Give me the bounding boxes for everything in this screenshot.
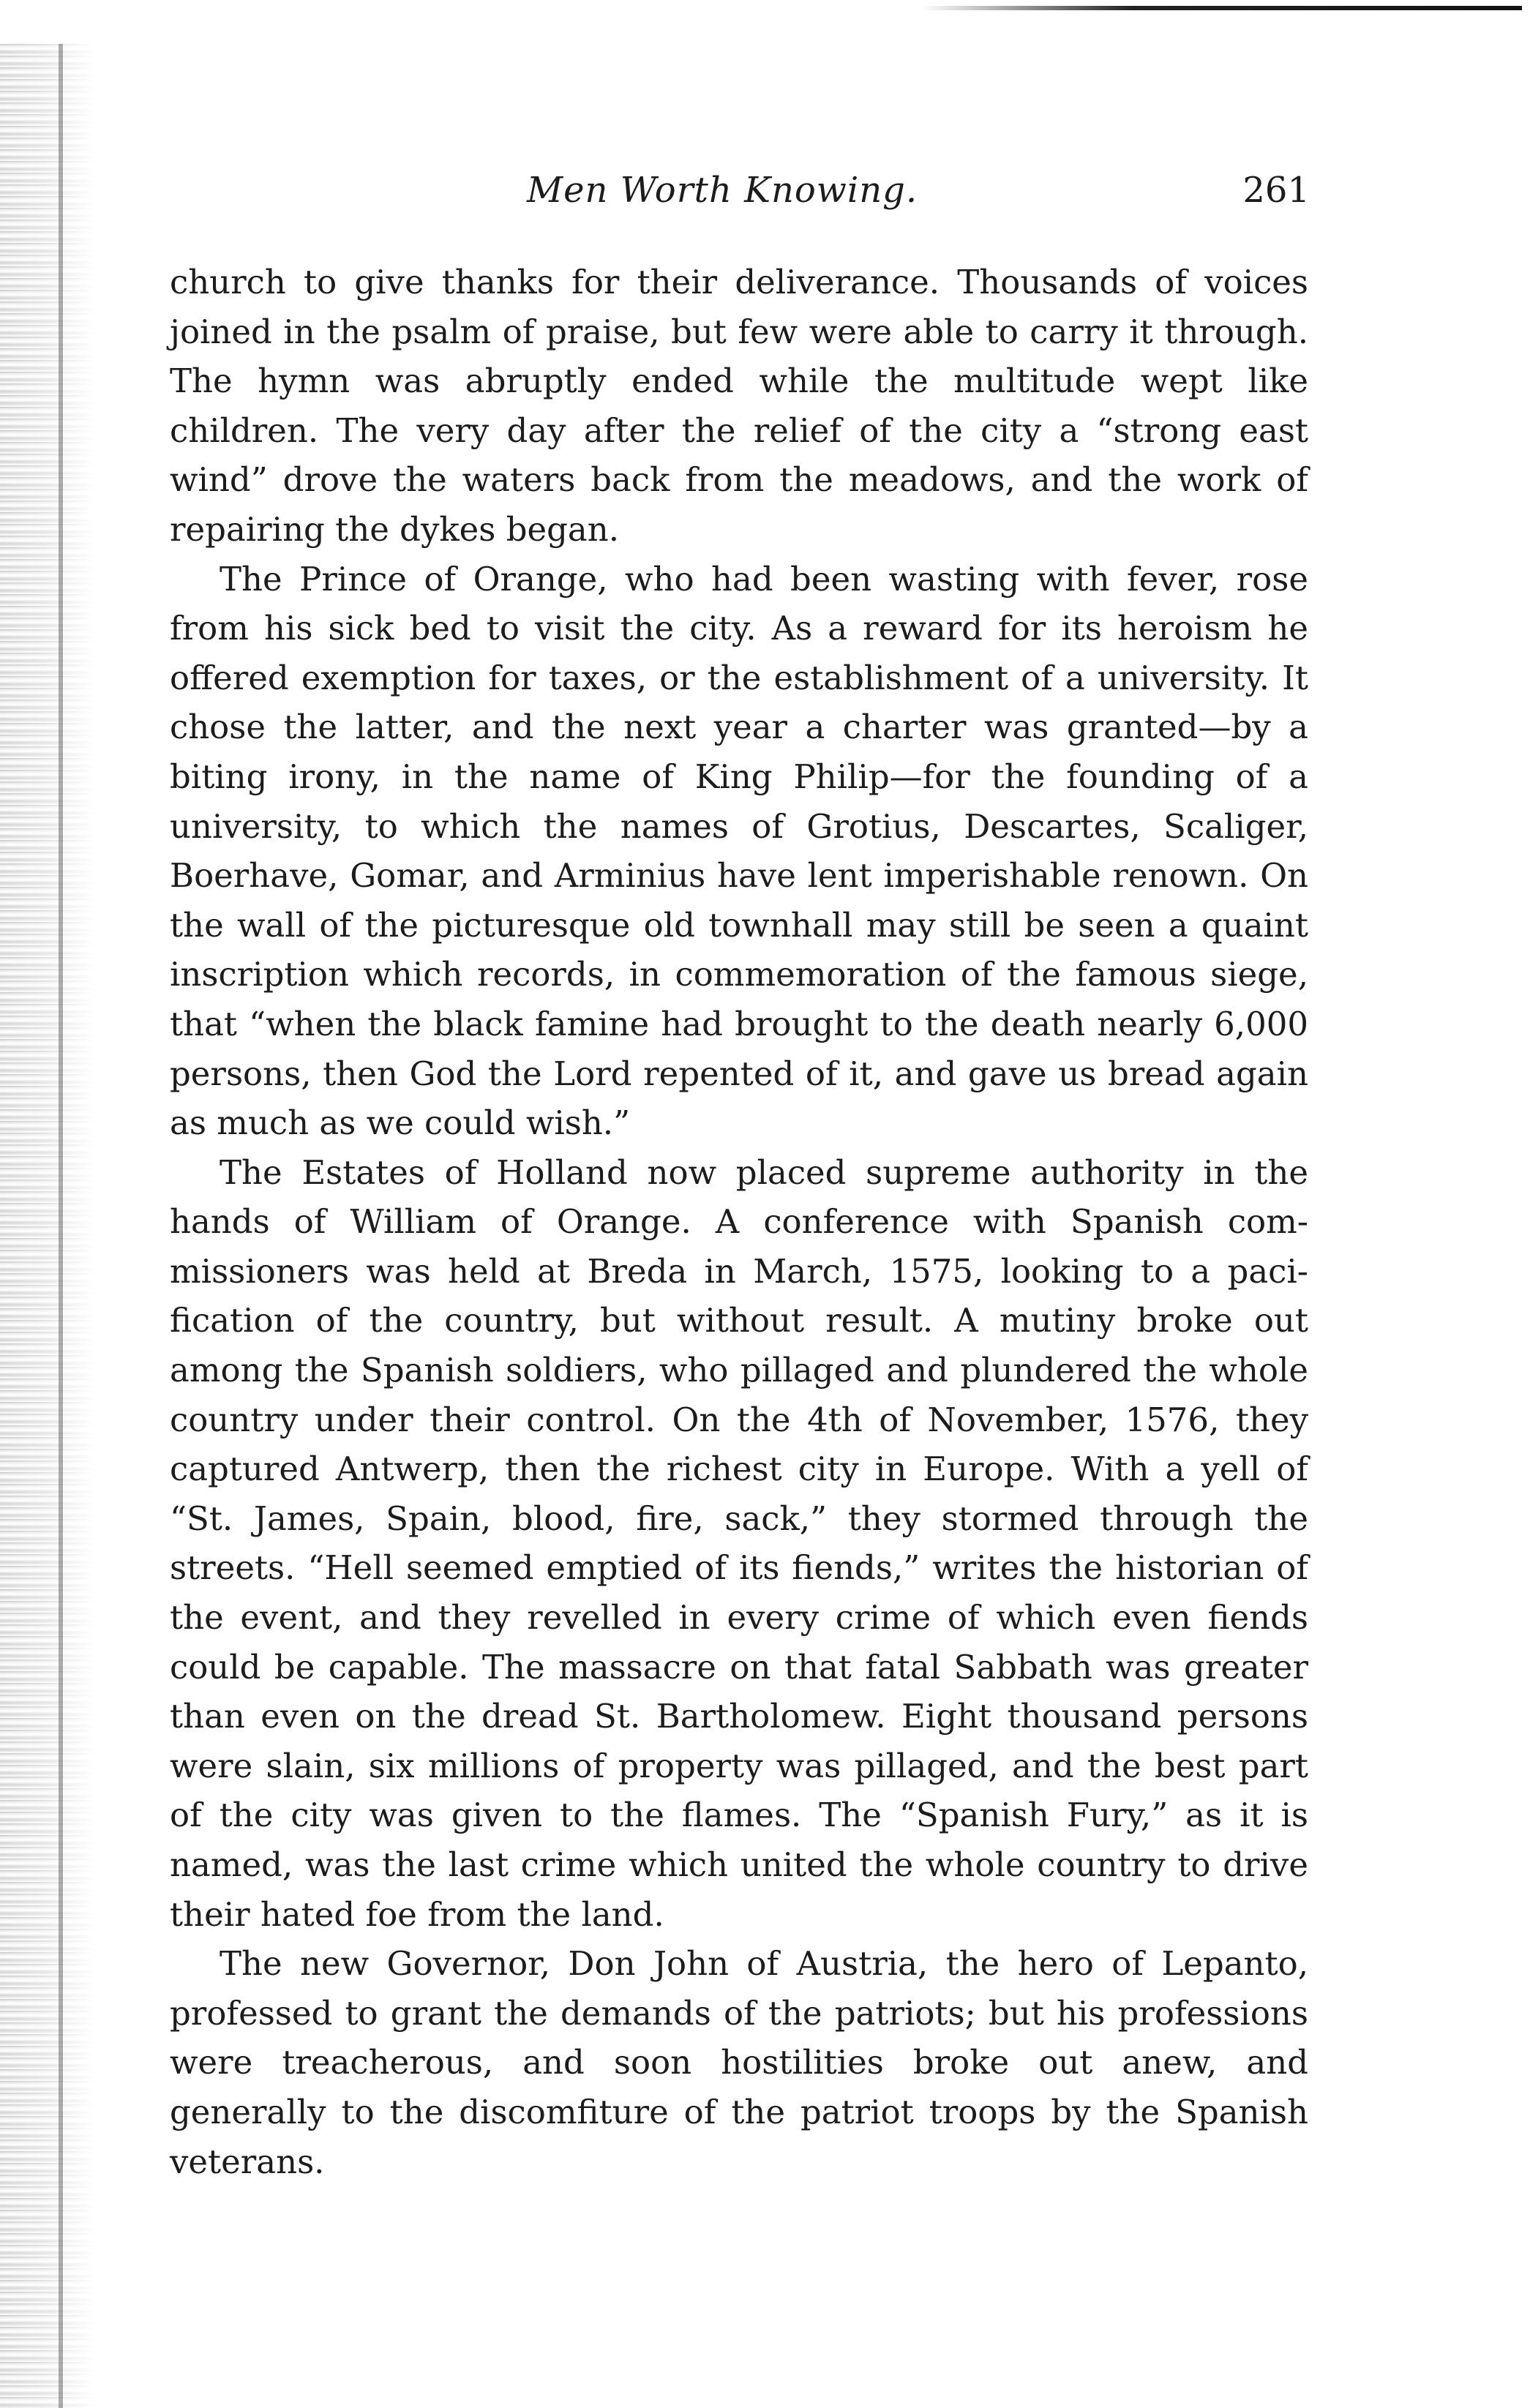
running-head-title: Men Worth Knowing. <box>527 170 918 211</box>
binding-edge <box>0 44 95 2408</box>
paragraph-don-john: The new Governor, Don John of Austria, the hero of Lepanto, professed to grant the demands of the patriots; but his professions were treacherous, and soon hostilities broke out anew, and generally to the discomfiture of the patriot troops by the Spanish veterans. <box>170 1944 1308 2181</box>
binding-shadow <box>59 44 63 2408</box>
page-number: 261 <box>1242 170 1310 211</box>
paragraph-estates-of-holland: The Estates of Holland now placed supreme authority in the hands of William of Orange. A conference with Spanish commissioners was held at Breda in March, 1575, looking to a pacification of the country, but without result. A mutiny broke out among the Spanish soldiers, who pillaged and plundered the whole country under their control. On the 4th of November, 1576, they captured Antwerp, then the richest city in Europe. With a yell of “St. James, Spain, blood, fire, sack,” they stormed through the streets. “Hell seemed emptied of its fiends,” writes the historian of the event, and they revelled in every crime of which even fiends could be capable. The massacre on that fatal Sabbath was greater than even on the dread St. Bartholomew. Eight thousand persons were slain, six millions of property was pillaged, and the best part of the city was given to the flames. The “Spanish Fury,” as it is named, was the last crime which united the whole country to drive their hated foe from the land. <box>170 1152 1308 1934</box>
running-head <box>168 170 1310 228</box>
top-rule <box>922 6 1522 10</box>
paragraph-continued: church to give thanks for their deliverance. Thousands of voices joined in the psalm of praise, but few were able to carry it through. The hymn was abruptly ended while the multitude wept like children. The very day after the relief of the city a “strong east wind” drove the waters back from the meadows, and the work of repairing the dykes began. <box>170 263 1308 549</box>
body-text <box>170 258 1308 2186</box>
paragraph-prince-of-orange: The Prince of Orange, who had been wasting with fever, rose from his sick bed to visit the city. As a reward for its heroism he offered exemption for taxes, or the establishment of a university. It chose the latter, and the next year a charter was granted—by a biting irony, in the name of King Philip—for the founding of a university, to which the names of Grotius, Descartes, Scaliger, Boerhave, Gomar, and Arminius have lent imperishable renown. On the wall of the picturesque old townhall may still be seen a quaint inscription which records, in commemoration of the famous siege, that “when the black famine had brought to the death nearly 6,000 persons, then God the Lord repented of it, and gave us bread again as much as we could wish.” <box>170 559 1308 1143</box>
